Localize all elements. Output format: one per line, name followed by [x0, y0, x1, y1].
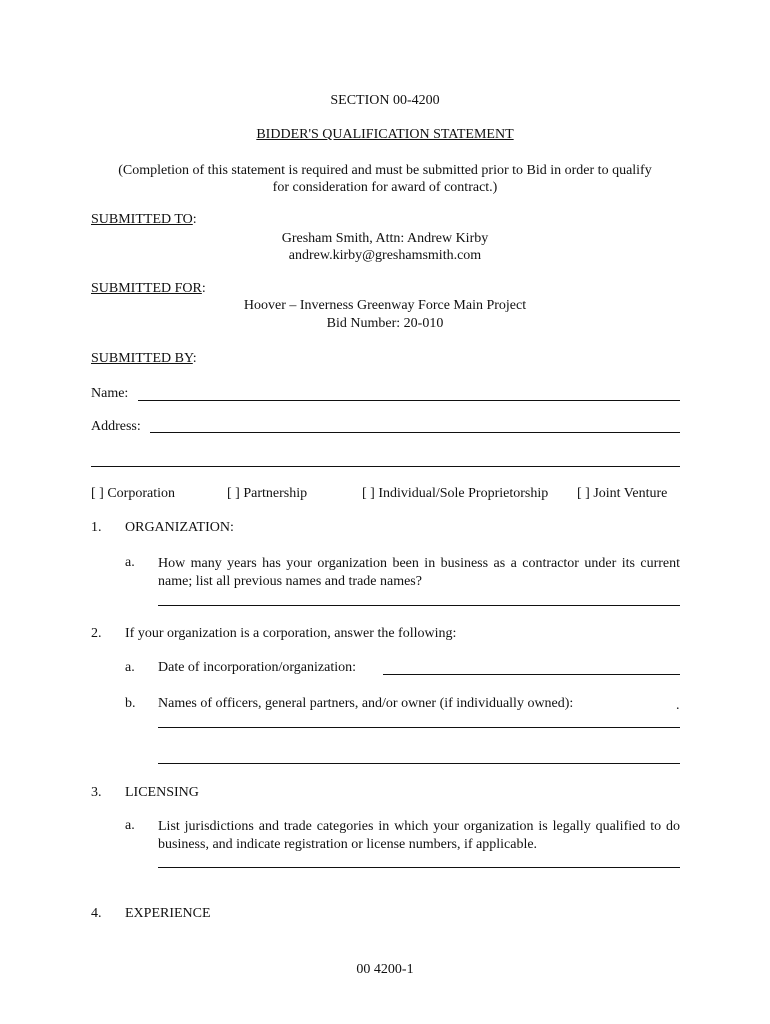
- instructions-line-2: for consideration for award of contract.): [272, 180, 498, 195]
- section-3-number: 3.: [91, 785, 102, 800]
- submitted-for-heading: [91, 281, 206, 297]
- section-2-title: If your organization is a corporation, answer the following:: [125, 626, 457, 641]
- name-label: Name:: [91, 386, 129, 401]
- section-number: SECTION 00-4200: [330, 93, 440, 108]
- page-number: 00 4200-1: [356, 962, 414, 977]
- form-title: BIDDER'S QUALIFICATION STATEMENT: [256, 127, 514, 142]
- section-1a-label: a.: [125, 555, 135, 570]
- bid-number: Bid Number: 20-010: [326, 316, 444, 331]
- section-2b-label: b.: [125, 696, 136, 711]
- licensing-answer-line[interactable]: [158, 867, 680, 868]
- submitted-by-colon: :: [192, 351, 197, 366]
- checkbox-joint-venture[interactable]: [ ] Joint Venture: [577, 486, 668, 501]
- checkbox-individual[interactable]: [ ] Individual/Sole Proprietorship: [362, 486, 549, 501]
- section-1-number: 1.: [91, 520, 102, 535]
- section-1-title: ORGANIZATION:: [125, 520, 234, 535]
- submitted-by-label: SUBMITTED BY: [91, 351, 193, 366]
- section-4-title: EXPERIENCE: [125, 906, 211, 921]
- officers-answer-line-2[interactable]: [158, 763, 680, 764]
- submitted-for-colon: :: [201, 281, 206, 296]
- section-2a-label: a.: [125, 660, 135, 675]
- section-3a-label: a.: [125, 818, 135, 833]
- officers-answer-line-1[interactable]: [158, 727, 680, 728]
- address-input-line-1[interactable]: [150, 432, 680, 433]
- name-input-line[interactable]: [138, 400, 680, 401]
- section-3a-question: List jurisdictions and trade categories in which your organization is legally qualified to do business, and indicate registration or license numbers, if applicable.: [158, 819, 680, 852]
- checkbox-partnership[interactable]: [ ] Partnership: [227, 486, 308, 501]
- section-2b-question: Names of officers, general partners, and/or owner (if individually owned):: [158, 696, 574, 711]
- section-2-number: 2.: [91, 626, 102, 641]
- section-2a-question: Date of incorporation/organization:: [158, 660, 357, 675]
- address-label: Address:: [91, 419, 141, 434]
- section-2b-period: .: [676, 698, 680, 713]
- section-1a-question: How many years has your organization been in business as a contractor under its current name; list all previous names and trade names?: [158, 556, 680, 589]
- incorporation-date-line[interactable]: [383, 674, 680, 675]
- project-name: Hoover – Inverness Greenway Force Main Project: [243, 298, 527, 313]
- checkbox-corporation[interactable]: [ ] Corporation: [91, 486, 175, 501]
- instructions-line-1: (Completion of this statement is required and must be submitted prior to Bid in order to qualify: [118, 163, 652, 178]
- submitted-to-label: SUBMITTED TO: [91, 212, 193, 227]
- submitted-to-colon: :: [192, 212, 197, 227]
- section-3-title: LICENSING: [125, 785, 199, 800]
- section-4-number: 4.: [91, 906, 102, 921]
- submitted-to-heading: [91, 212, 197, 228]
- submitted-for-label: SUBMITTED FOR: [91, 281, 202, 296]
- submitted-to-email: andrew.kirby@greshamsmith.com: [288, 248, 482, 263]
- submitted-by-heading: [91, 351, 197, 367]
- submitted-to-line-1: Gresham Smith, Attn: Andrew Kirby: [281, 231, 489, 246]
- address-input-line-2[interactable]: [91, 466, 680, 467]
- section-1a-answer-line[interactable]: [158, 605, 680, 606]
